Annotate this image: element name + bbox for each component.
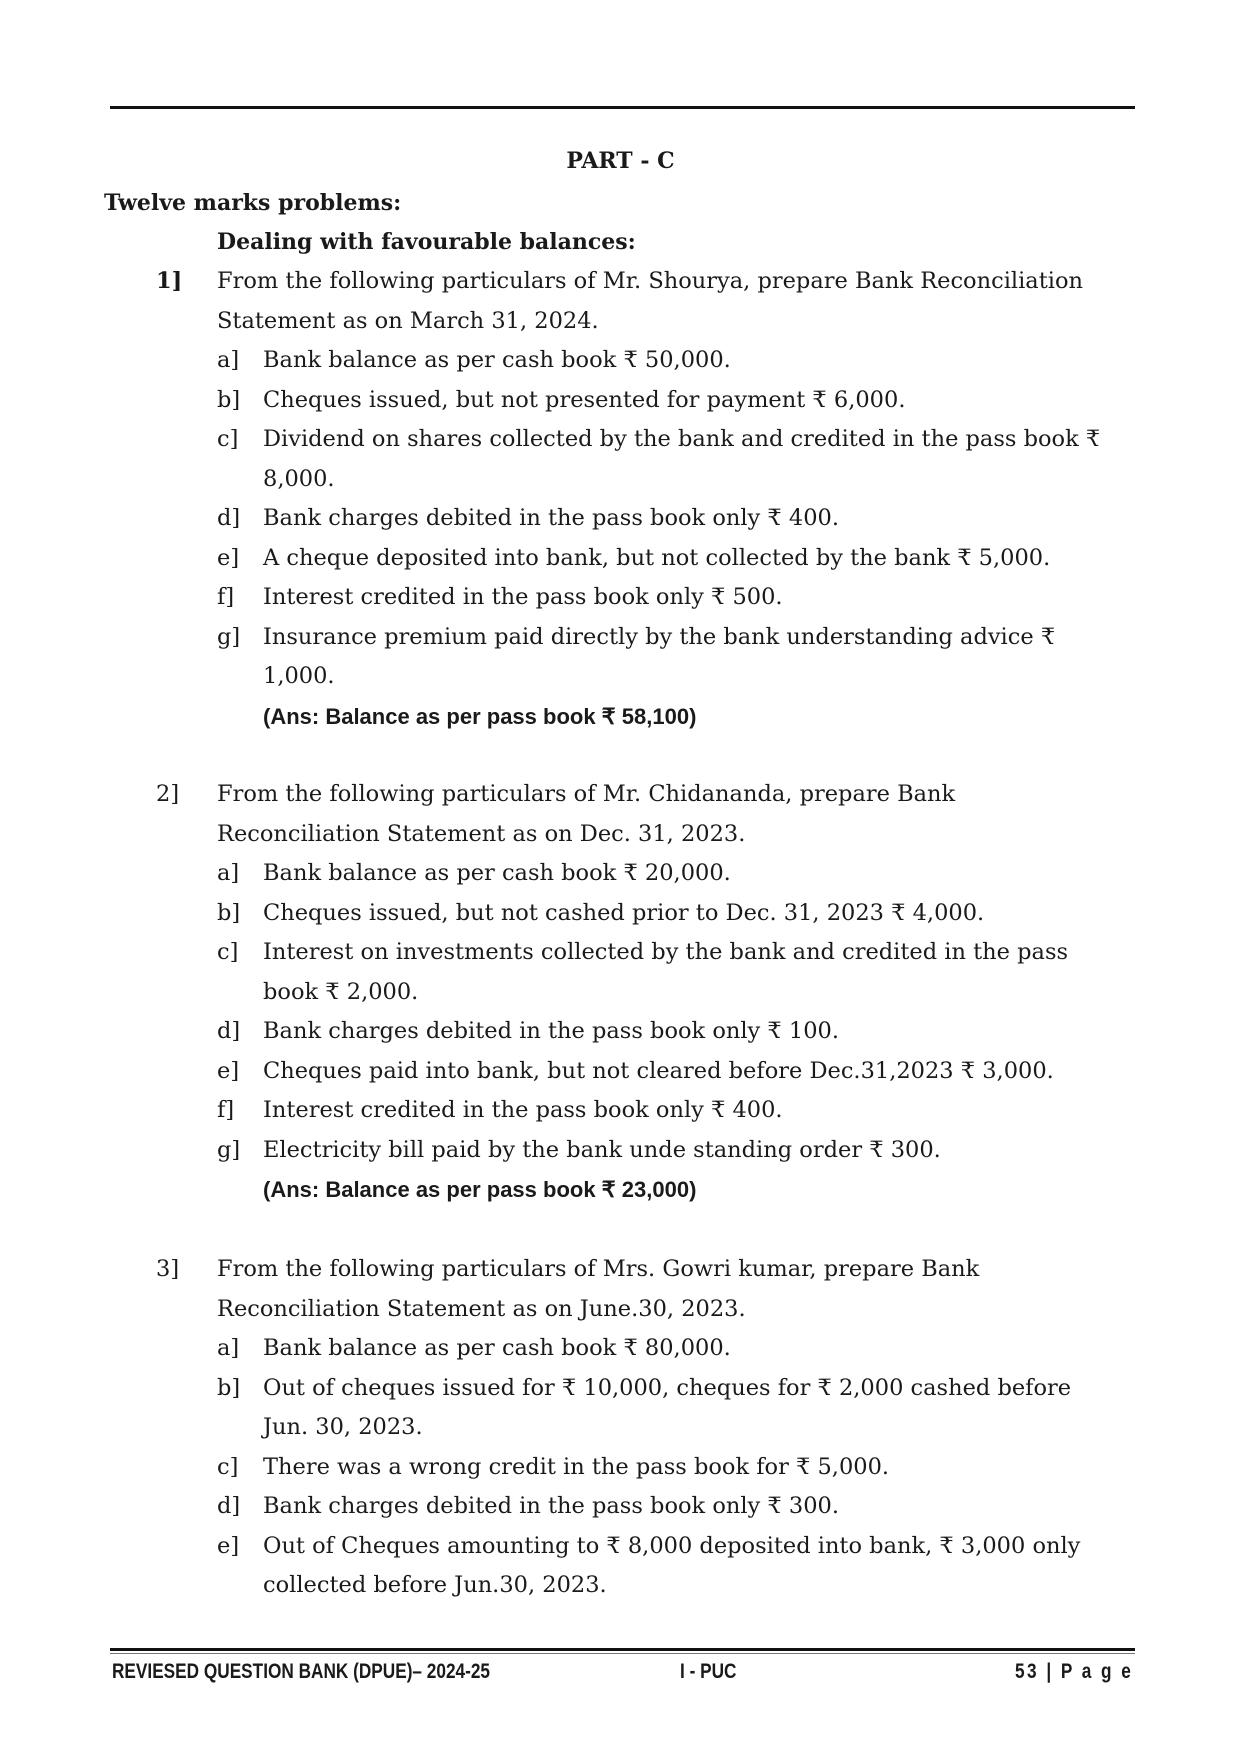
item-text: Bank balance as per cash book ₹ 80,000.: [263, 1335, 731, 1361]
item-text: Bank charges debited in the pass book only ₹ 100.: [263, 1018, 839, 1044]
section-title: Twelve marks problems:: [104, 190, 402, 216]
list-item: [156, 1487, 1116, 1527]
item-letter: b]: [217, 1374, 241, 1401]
list-item: [156, 1527, 1116, 1606]
item-text: Out of cheques issued for ₹ 10,000, cheques for ₹ 2,000 cashed before Jun. 30, 2023.: [263, 1374, 1072, 1440]
page-number: 53 | P a g e: [1015, 1660, 1134, 1683]
item-text: Bank charges debited in the pass book only ₹ 400.: [263, 505, 839, 531]
list-item: [156, 1448, 1116, 1488]
item-letter: b]: [217, 899, 241, 926]
header-rule: [110, 106, 1135, 109]
item-text: Interest on investments collected by the bank and credited in the pass book ₹ 2,000.: [263, 939, 1069, 1005]
problem-items: [156, 1329, 1116, 1606]
item-text: Bank balance as per cash book ₹ 20,000.: [263, 860, 731, 886]
item-letter: b]: [217, 386, 241, 413]
footer-rule-thin: [110, 1653, 1135, 1654]
item-text: Out of Cheques amounting to ₹ 8,000 deposited into bank, ₹ 3,000 only collected before Jun.30, 2023.: [263, 1532, 1081, 1598]
item-text: A cheque deposited into bank, but not collected by the bank ₹ 5,000.: [263, 544, 1051, 571]
item-letter: d]: [217, 1018, 241, 1044]
problem-1: [156, 262, 1116, 736]
item-letter: d]: [217, 1493, 241, 1519]
item-text: There was a wrong credit in the pass book for ₹ 5,000.: [263, 1453, 890, 1480]
item-letter: g]: [217, 623, 241, 650]
item-text: Bank balance as per cash book ₹ 50,000.: [263, 347, 731, 373]
list-item: [156, 1052, 1116, 1092]
item-letter: a]: [217, 860, 240, 886]
list-item: [156, 578, 1116, 618]
item-text: Cheques paid into bank, but not cleared before Dec.31,2023 ₹ 3,000.: [263, 1057, 1054, 1084]
item-letter: e]: [217, 1532, 240, 1559]
problem-intro: From the following particulars of Mr. Chidananda, prepare Bank Reconciliation Statement as on Dec. 31, 2023.: [217, 781, 956, 847]
item-letter: g]: [217, 1136, 241, 1163]
item-text: Dividend on shares collected by the bank and credited in the pass book ₹ 8,000.: [263, 426, 1101, 492]
item-letter: c]: [217, 1453, 239, 1480]
list-item: [156, 1369, 1116, 1448]
item-letter: c]: [217, 426, 239, 452]
problem-intro: From the following particulars of Mrs. Gowri kumar, prepare Bank Reconciliation Statement as on June.30, 2023.: [217, 1256, 980, 1322]
item-text: Cheques issued, but not presented for payment ₹ 6,000.: [263, 386, 906, 413]
item-letter: a]: [217, 347, 240, 373]
subsection-title: Dealing with favourable balances:: [217, 229, 636, 255]
list-item: [156, 499, 1116, 539]
list-item: [156, 539, 1116, 579]
item-text: Electricity bill paid by the bank unde standing order ₹ 300.: [263, 1136, 941, 1163]
item-letter: d]: [217, 505, 241, 531]
answer: (Ans: Balance as per pass book ₹ 23,000): [263, 1177, 697, 1202]
footer-class: I - PUC: [680, 1660, 737, 1683]
list-item: [156, 618, 1116, 697]
item-letter: a]: [217, 1335, 240, 1361]
problem-number: 1]: [156, 268, 183, 294]
list-item: [156, 341, 1116, 381]
list-item: [156, 1131, 1116, 1171]
item-letter: e]: [217, 1057, 240, 1084]
answer: (Ans: Balance as per pass book ₹ 58,100): [263, 703, 697, 729]
footer-title: REVIESED QUESTION BANK (DPUE)– 2024-25: [112, 1660, 490, 1683]
problem-2: [156, 775, 1116, 1210]
part-title: PART - C: [566, 148, 675, 174]
list-item: [156, 894, 1116, 934]
problem-items: [156, 341, 1116, 697]
item-text: Bank charges debited in the pass book only ₹ 300.: [263, 1493, 839, 1519]
item-text: Interest credited in the pass book only ₹ 400.: [263, 1097, 783, 1123]
item-letter: c]: [217, 939, 239, 965]
list-item: [156, 854, 1116, 894]
item-text: Interest credited in the pass book only ₹ 500.: [263, 584, 783, 610]
problem-3: [156, 1250, 1116, 1606]
problem-number: 2]: [156, 781, 180, 807]
list-item: [156, 1012, 1116, 1052]
problem-items: [156, 854, 1116, 1170]
problem-number: 3]: [156, 1256, 180, 1282]
item-letter: f]: [217, 584, 235, 610]
list-item: [156, 381, 1116, 421]
item-letter: e]: [217, 544, 240, 571]
footer-rule: [110, 1648, 1135, 1651]
problem-intro: From the following particulars of Mr. Shourya, prepare Bank Reconciliation Statement as on March 31, 2024.: [217, 268, 1083, 334]
list-item: [156, 420, 1116, 499]
list-item: [156, 933, 1116, 1012]
item-text: Insurance premium paid directly by the bank understanding advice ₹ 1,000.: [263, 623, 1056, 689]
item-text: Cheques issued, but not cashed prior to Dec. 31, 2023 ₹ 4,000.: [263, 899, 985, 926]
list-item: [156, 1091, 1116, 1131]
list-item: [156, 1329, 1116, 1369]
item-letter: f]: [217, 1097, 235, 1123]
